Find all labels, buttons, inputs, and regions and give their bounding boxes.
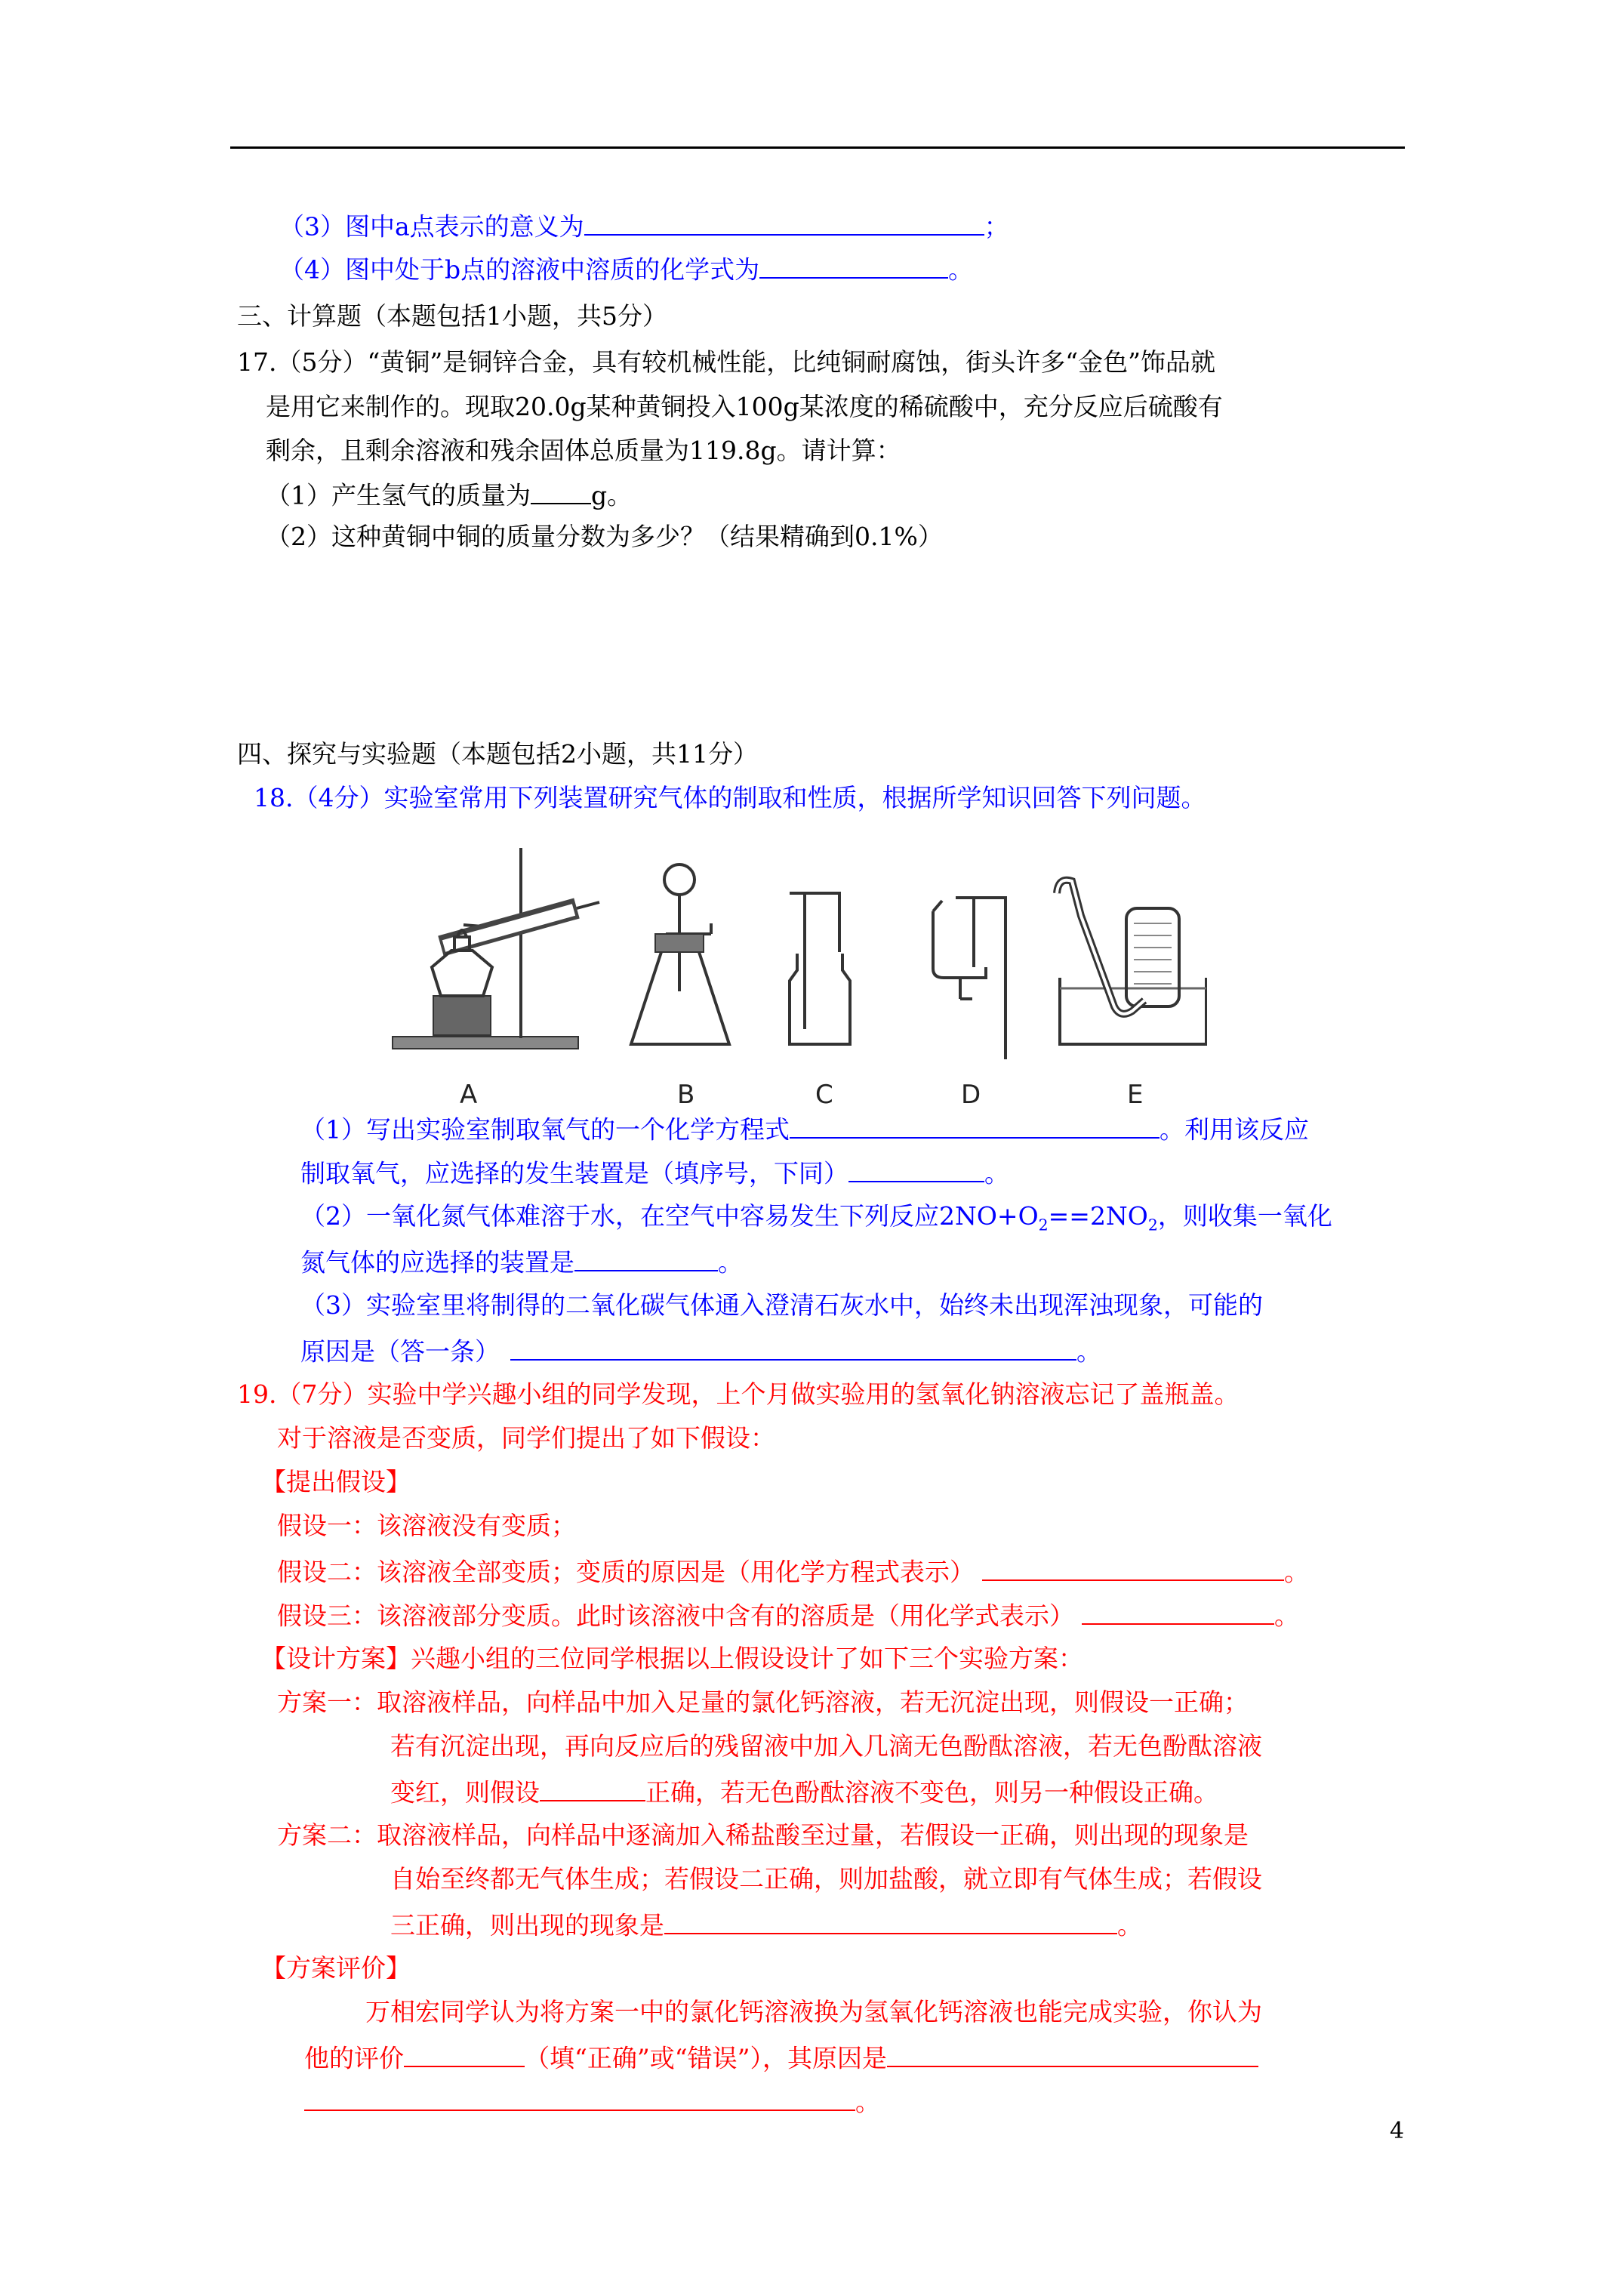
evaluation-line2: 他的评价 （填“正确”或“错误”），其原因是 [304, 2043, 1258, 2071]
q17-part1: （1）产生氢气的质量为 g。 [266, 480, 633, 510]
apparatus-label-c: C [815, 1080, 833, 1110]
hypothesis-2: 假设二：该溶液全部变质；变质的原因是（用化学方程式表示） 。 [277, 1557, 1309, 1587]
apparatus-a [393, 848, 599, 1049]
q18-intro: 18.（4分）实验室常用下列装置研究气体的制取和性质，根据所学知识回答下列问题。 [254, 783, 1206, 812]
answer-blank[interactable] [510, 1336, 1076, 1361]
apparatus-label-d: D [961, 1080, 981, 1110]
hypothesis-1: 假设一：该溶液没有变质； [277, 1511, 576, 1540]
apparatus-figure [388, 840, 1207, 1067]
answer-blank[interactable] [584, 211, 984, 236]
q17-line1: 17.（5分）“黄铜”是铜锌合金，具有较机械性能，比纯铜耐腐蚀，街头许多“金色”饰品就 [237, 347, 1215, 377]
answer-blank[interactable] [304, 2087, 855, 2111]
q17-part2: （2）这种黄铜中铜的质量分数为多少？（结果精确到0.1%） [266, 522, 943, 551]
answer-blank[interactable] [790, 1114, 1160, 1139]
q17-line2: 是用它来制作的。现取20.0g某种黄铜投入100g某浓度的稀硫酸中，充分反应后硫酸有 [266, 392, 1223, 421]
q18-part3-line1: （3）实验室里将制得的二氧化碳气体通入澄清石灰水中，始终未出现浑浊现象，可能的 [300, 1290, 1263, 1320]
section4-heading: 四、探究与实验题（本题包括2小题，共11分） [237, 739, 758, 769]
q18-part2-line1: （2）一氧化氮气体难溶于水，在空气中容易发生下列反应$2NO+O_2==2NO_2$，则收集一氧化 [300, 1201, 1332, 1234]
apparatus-label-e: E [1127, 1080, 1144, 1110]
answer-blank[interactable] [887, 2043, 1258, 2067]
evaluation-heading: 【方案评价】 [261, 1953, 411, 1983]
answer-blank[interactable] [982, 1557, 1284, 1581]
answer-blank[interactable] [1082, 1601, 1274, 1625]
hypothesis-3: 假设三：该溶液部分变质。此时该溶液中含有的溶质是（用化学式表示） 。 [277, 1601, 1299, 1631]
answer-blank[interactable] [404, 2043, 525, 2067]
hypothesis-heading: 【提出假设】 [261, 1467, 411, 1496]
q19-intro-line1: 19.（7分）实验中学兴趣小组的同学发现，上个月做实验用的氢氧化钠溶液忘记了盖瓶盖。 [237, 1379, 1240, 1409]
answer-blank[interactable] [664, 1910, 1117, 1934]
q16-part3: （3）图中a点表示的意义为 ； [279, 211, 1009, 242]
plan2-line1: 方案二：取溶液样品，向样品中逐滴加入稀盐酸至过量，若假设一正确，则出现的现象是 [277, 1820, 1249, 1850]
section3-heading: 三、计算题（本题包括1小题，共5分） [237, 301, 667, 331]
q18-part2-line2: 氮气体的应选择的装置是 。 [300, 1247, 743, 1277]
header-rule [230, 146, 1405, 149]
plan1-line1: 方案一：取溶液样品，向样品中加入足量的氯化钙溶液，若无沉淀出现，则假设一正确； [277, 1687, 1249, 1717]
apparatus-e [1057, 880, 1206, 1044]
answer-blank[interactable] [540, 1777, 645, 1801]
apparatus-label-a: A [460, 1080, 478, 1110]
q18-part1-line1: （1）写出实验室制取氧气的一个化学方程式 。利用该反应 [300, 1114, 1309, 1145]
answer-blank[interactable] [531, 480, 591, 504]
plan2-line2: 自始至终都无气体生成；若假设二正确，则加盐酸，就立即有气体生成；若假设 [390, 1864, 1262, 1894]
apparatus-label-b: B [677, 1080, 695, 1110]
answer-blank[interactable] [574, 1247, 718, 1271]
answer-blank[interactable] [759, 254, 948, 279]
q18-part3-line2: 原因是（答一条） 。 [300, 1336, 1101, 1367]
q18-part1-line2: 制取氧气，应选择的发生装置是（填序号，下同） 。 [300, 1158, 1009, 1188]
apparatus-c [790, 893, 850, 1044]
answer-blank[interactable] [848, 1158, 984, 1182]
plan1-line3: 变红，则假设 正确，若无色酚酞溶液不变色，则另一种假设正确。 [390, 1777, 1218, 1808]
q16-part4: （4）图中处于b点的溶液中溶质的化学式为 。 [279, 254, 974, 285]
apparatus-d [933, 898, 1006, 1059]
evaluation-line3: 。 [304, 2087, 880, 2115]
evaluation-line1: 万相宏同学认为将方案一中的氯化钙溶液换为氢氧化钙溶液也能完成实验，你认为 [365, 1997, 1262, 2026]
q19-intro-line2: 对于溶液是否变质，同学们提出了如下假设： [277, 1423, 775, 1453]
plan1-line2: 若有沉淀出现，再向反应后的残留液中加入几滴无色酚酞溶液，若无色酚酞溶液 [390, 1731, 1262, 1761]
plan2-line3: 三正确，则出现的现象是 。 [390, 1910, 1142, 1940]
page-number: 4 [1390, 2118, 1405, 2144]
apparatus-b [631, 864, 729, 1044]
design-heading: 【设计方案】兴趣小组的三位同学根据以上假设设计了如下三个实验方案： [261, 1644, 1083, 1673]
q17-line3: 剩余，且剩余溶液和残余固体总质量为119.8g。请计算： [266, 436, 901, 465]
